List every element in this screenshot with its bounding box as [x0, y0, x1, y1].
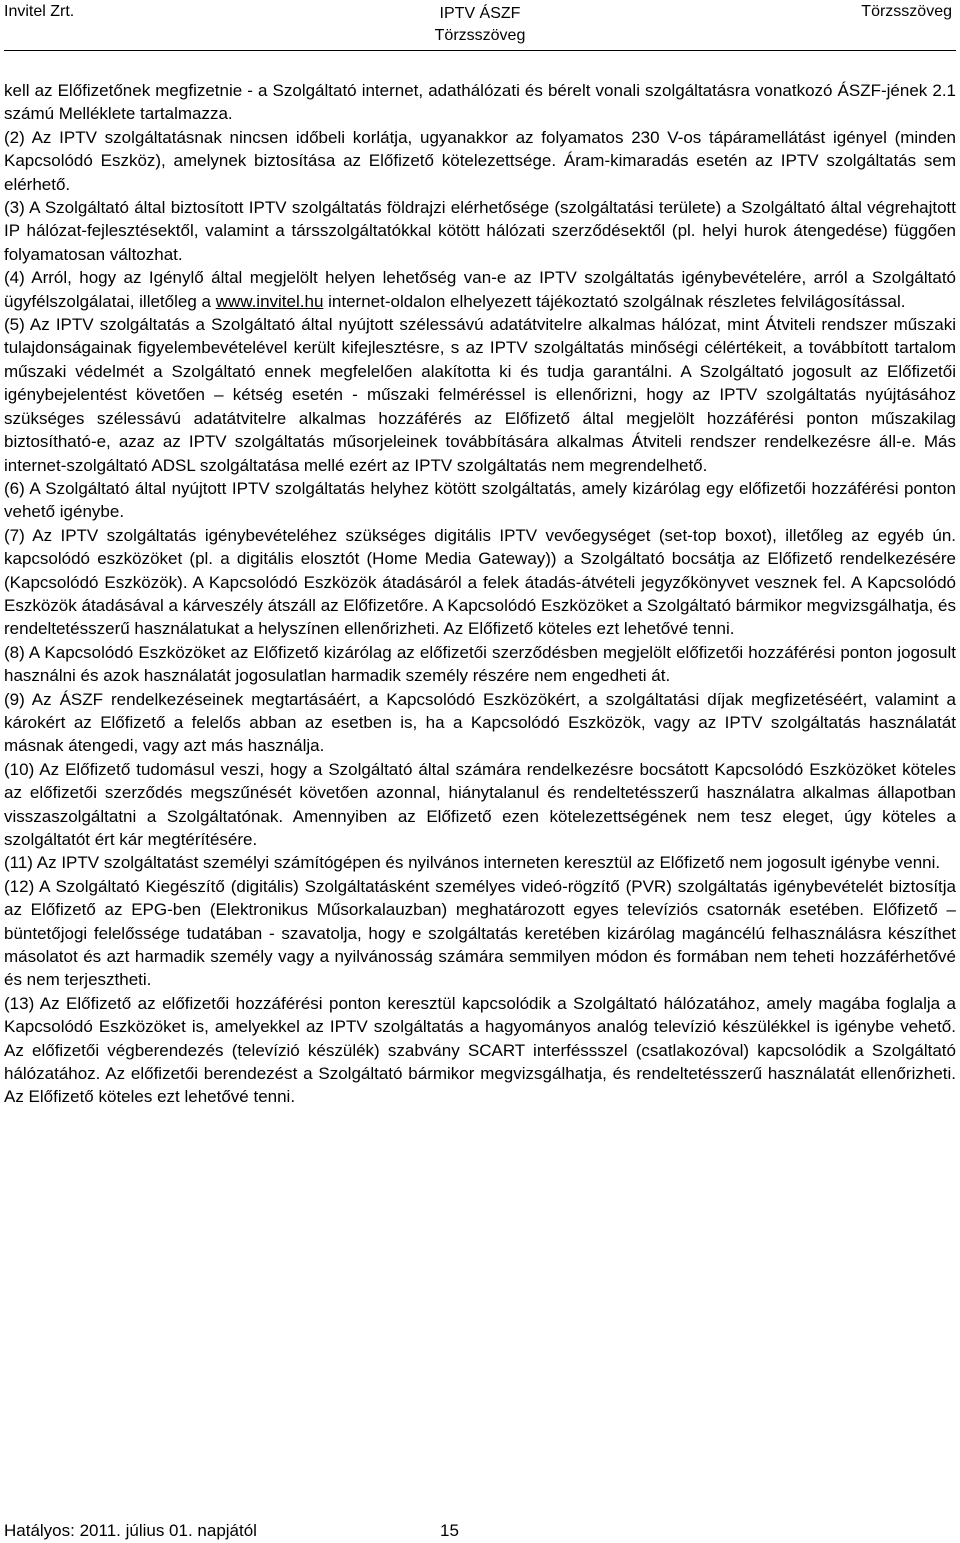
paragraph-8: (8) A Kapcsolódó Eszközöket az Előfizető kizárólag az előfizetői szerződésben megjelölt előfizetői hozzáférési ponton jogosult használni és azok használatát jogosulatlan harmadik személy részére nem engedheti át. — [4, 642, 956, 686]
header-title-line2: Törzsszöveg — [434, 27, 526, 44]
paragraph-4-text-start: (4) Arról, hogy az Igénylő által megjelölt helyen lehetőség van-e az IPTV szolgáltatás igénybevételére, arról a Szolgáltató ügyfélszolgálatai, illetőleg a — [4, 268, 956, 311]
document-body — [4, 79, 956, 1109]
header-title-line1: IPTV ÁSZF — [439, 5, 521, 22]
paragraph-2: (2) Az IPTV szolgáltatásnak nincsen időbeli korlátja, ugyanakkor az folyamatos 230 V-os tápáramellátást igényel (minden Kapcsolódó Eszköz), amelynek biztosítása az Előfizető kötelezettsége. Áram-kimaradás esetén az IPTV szolgáltatás sem elérhető. — [4, 127, 956, 194]
page-header — [0, 0, 960, 52]
paragraph-7: (7) Az IPTV szolgáltatás igénybevételéhez szükséges digitális IPTV vevőegységet (set-top boxot), illetőleg az egyéb ún. kapcsolódó eszközöket (pl. a digitális elosztót (Home Media Gateway)) a Szolgáltató bocsátja az Előfizető rendelkezésére (Kapcsolódó Eszközök). A Kapcsolódó Eszközök átadásáról a felek átadás-átvételi jegyzőkönyvet vesznek fel. A Kapcsolódó Eszközök átadásával a kárveszély átszáll az Előfizetőre. A Kapcsolódó Eszközöket a Szolgáltató bármikor megvizsgálhatja, és rendeltetésszerű használatukat a helyszínen ellenőrizheti. Az Előfizető köteles ezt lehetővé tenni. — [4, 525, 956, 639]
header-company: Invitel Zrt. — [4, 3, 75, 20]
paragraph-12: (12) A Szolgáltató Kiegészítő (digitális) Szolgáltatásként személyes videó-rögzítő (PVR) szolgáltatás igénybevételét biztosítja az Előfizető az EPG-ben (Elektronikus Műsorkalauzban) meghatározott egyes televíziós csatornák esetében. Előfizető – büntetőjogi felelőssége tudatában - szavatolja, hogy e szolgáltatás keretében kizárólag magáncélú felhasználásra készíthet másolatot és azt harmadik személy vagy a nyilvánosság számára semmilyen módon és formában nem teheti hozzáférhetővé és nem terjesztheti. — [4, 876, 956, 990]
paragraph-4-text-end: internet-oldalon elhelyezett tájékoztató szolgálnak részletes felvilágosítással. — [323, 291, 906, 311]
header-document-title — [0, 3, 960, 47]
page-number: 15 — [440, 1521, 459, 1540]
paragraph-3: (3) A Szolgáltató által biztosított IPTV szolgáltatás földrajzi elérhetősége (szolgáltatási területe) a Szolgáltató által végrehajtott IP hálózat-fejlesztésektől, valamint a társszolgáltatókkal kötött hálózati szerződésektől (pl. helyi hurok átengedése) függően folyamatosan változhat. — [4, 198, 956, 264]
paragraph-9: (9) Az ÁSZF rendelkezéseinek megtartásáért, a Kapcsolódó Eszközökért, a szolgáltatási díjak megfizetéséért, valamint a károkért az Előfizető a felelős abban az esetben is, ha a Kapcsolódó Eszközök, vagy az IPTV szolgáltatás használatát másnak átengedi, vagy azt más használja. — [4, 689, 956, 756]
paragraph-11: (11) Az IPTV szolgáltatást személyi számítógépen és nyilvános interneten keresztül az Előfizető nem jogosult igénybe venni. — [4, 853, 941, 873]
paragraph-13: (13) Az Előfizető az előfizetői hozzáférési ponton keresztül kapcsolódik a Szolgáltató hálózatához, amely magába foglalja a Kapcsolódó Eszközöket is, amelyekkel az IPTV szolgáltatás a hagyományos analóg televízió készülékkel is igénybe vehető. Az előfizetői végberendezés (televízió készülék) szabvány SCART interféssszel (csatlakozóval) kapcsolódik a Szolgáltató hálózatához. Az előfizetői berendezést a Szolgáltató bármikor megvizsgálhatja, és rendeltetésszerű használatát ellenőrizheti. Az Előfizető köteles ezt lehetővé tenni. — [4, 993, 956, 1107]
paragraph-5: (5) Az IPTV szolgáltatás a Szolgáltató által nyújtott szélessávú adatátvitelre alkalmas hálózat, mint Átviteli rendszer műszaki tulajdonságainak figyelembevételével került kifejlesztésre, s az IPTV szolgáltatás minőségi célértékeit, a továbbított tartalom műszaki védelmét a Szolgáltató ennek megfelelően alakította ki és tudja garantálni. A Szolgáltató jogosult az Előfizetői igénybejelentést követően – kétség esetén - műszaki felméréssel is ellenőrizni, hogy az IPTV szolgáltatás nyújtásához szükséges szélessávú adatátvitelre alkalmas hozzáférés az Előfizető által megjelölt hozzáférési ponton műszakilag biztosítható-e, azaz az IPTV szolgáltatás műsorjeleinek továbbítására alkalmas Átviteli rendszer rendelkezésre áll-e. Más internet-szolgáltató ADSL szolgáltatása mellé ezért az IPTV szolgáltatás nem megrendelhető. — [4, 315, 956, 475]
paragraph-4 — [4, 266, 956, 313]
paragraph-6: (6) A Szolgáltató által nyújtott IPTV szolgáltatás helyhez kötött szolgáltatás, amely kizárólag egy előfizetői hozzáférési ponton vehető igénybe. — [4, 478, 956, 522]
paragraph-continuation: kell az Előfizetőnek megfizetnie - a Szolgáltató internet, adathálózati és bérelt vonali szolgáltatásra vonatkozó ÁSZF-jének 2.1 számú Melléklete tartalmazza. — [4, 81, 956, 124]
invitel-website-link[interactable]: www.invitel.hu — [215, 291, 324, 311]
paragraph-10: (10) Az Előfizető tudomásul veszi, hogy a Szolgáltató által számára rendelkezésre bocsátott Kapcsolódó Eszközöket köteles az előfizetői szerződés megszűnését követően azonnal, hiánytalanul és rendeltetésszerű használatra alkalmas állapotban visszaszolgáltatni a Szolgáltatónak. Amennyiben az Előfizető ezen kötelezettségének nem tesz eleget, úgy köteles a szolgáltatót ért kár megtérítésére. — [4, 759, 956, 849]
header-divider — [4, 50, 956, 51]
header-section: Törzsszöveg — [861, 3, 952, 20]
footer-effective-date: Hatályos: 2011. július 01. napjától — [4, 1521, 257, 1540]
